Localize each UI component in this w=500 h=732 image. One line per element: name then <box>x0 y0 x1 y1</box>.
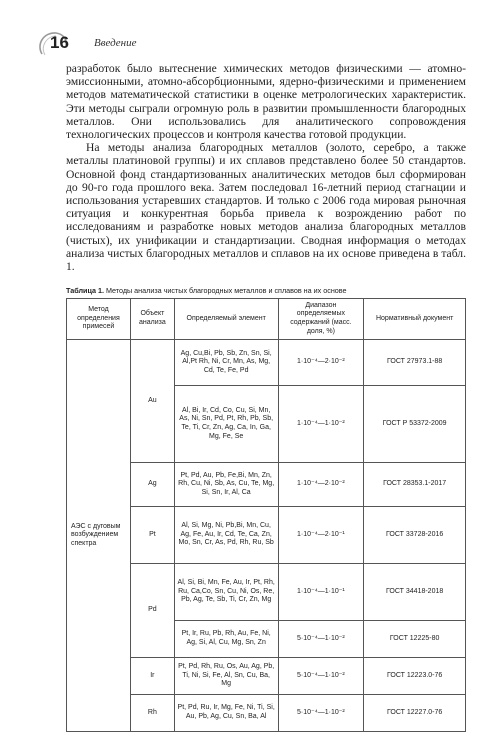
running-head: Введение <box>94 37 137 49</box>
elements-cell: Pt, Ir, Ru, Pb, Rh, Au, Fe, Ni, Ag, Si, Al, Cu, Mg, Sn, Zn <box>174 621 278 658</box>
header-method: Метод определения примесей <box>67 299 131 340</box>
table-caption-label: Таблица 1. <box>66 286 104 295</box>
page-header <box>36 30 476 56</box>
object-cell: Pd <box>130 564 174 658</box>
object-cell: Rh <box>130 695 174 732</box>
object-cell: Pt <box>130 507 174 564</box>
method-cell: АЭС с дуговым возбуждением спектра <box>67 340 131 732</box>
header-elements: Определяемый элемент <box>174 299 278 340</box>
range-cell: 1·10⁻⁴—2·10⁻² <box>278 340 364 386</box>
range-cell: 1·10⁻⁴—2·10⁻¹ <box>278 507 364 564</box>
header-range: Диапазон определяемых содержаний (масс. доля, %) <box>278 299 364 340</box>
header-object: Объект анализа <box>130 299 174 340</box>
page-number: 16 <box>50 33 69 52</box>
object-cell: Au <box>130 340 174 463</box>
document-cell: ГОСТ 33728-2016 <box>364 507 466 564</box>
range-cell: 1·10⁻⁴—2·10⁻² <box>278 463 364 507</box>
table-caption-text: Методы анализа чистых благородных металлов и сплавов на их основе <box>105 286 347 295</box>
table-header-row <box>67 299 466 340</box>
body-text <box>66 62 466 273</box>
document-cell: ГОСТ 12223.0-76 <box>364 658 466 695</box>
header-document: Нормативный документ <box>364 299 466 340</box>
document-cell: ГОСТ 34418-2018 <box>364 564 466 621</box>
elements-cell: Pt, Pd, Rh, Ru, Os, Au, Ag, Pb, Ti, Ni, Si, Fe, Al, Sn, Cu, Ba, Mg <box>174 658 278 695</box>
elements-cell: Pt, Pd, Ru, Ir, Mg, Fe, Ni, Ti, Si, Au, Pb, Ag, Cu, Sn, Ba, Al <box>174 695 278 732</box>
table-caption <box>66 286 466 295</box>
range-cell: 5·10⁻⁴—1·10⁻² <box>278 658 364 695</box>
elements-cell: Ag, Cu,Bi, Pb, Sb, Zn, Sn, Si, Al,Pt Rh, Ni, Cr, Mn, As, Mg, Cd, Te, Fe, Pd <box>174 340 278 386</box>
range-cell: 5·10⁻⁴—1·10⁻² <box>278 695 364 732</box>
paragraph: разработок было вытеснение химических методов физическими — атомно-эмиссионными, атомно-абсорбционными, ядерно-физическими и применением методов математической статистики в оценке метрологических характеристик. Эти методы сыграли огромную роль в развитии промышленности благородных металлов. Они использовались для аналитического сопровождения технологических процессов и контроля качества готовой продукции. <box>66 62 466 142</box>
table-row <box>67 340 466 386</box>
document-cell: ГОСТ 28353.1-2017 <box>364 463 466 507</box>
object-cell: Ir <box>130 658 174 695</box>
document-cell: ГОСТ 12225-80 <box>364 621 466 658</box>
document-cell: ГОСТ 12227.0-76 <box>364 695 466 732</box>
elements-cell: Al, Si, Mg, Ni, Pb,Bi, Mn, Cu, Ag, Fe, Au, Ir, Cd, Te, Ca, Zn, Mo, Sn, Cr, As, Pd, Rh, Ru, Sb <box>174 507 278 564</box>
elements-cell: Pt, Pd, Au, Pb, Fe,Bi, Mn, Zn, Rh, Cu, Ni, Sb, As, Cu, Te, Mg, Si, Sn, Ir, Al, Ca <box>174 463 278 507</box>
object-cell: Ag <box>130 463 174 507</box>
document-cell: ГОСТ 27973.1-88 <box>364 340 466 386</box>
range-cell: 1·10⁻⁴—1·10⁻¹ <box>278 564 364 621</box>
paragraph: На методы анализа благородных металлов (золото, серебро, а также металлы платиновой группы) и их сплавов представлено более 50 стандартов. Основной фонд стандартизованных аналитических методов был сформирован до 90-го года прошлого века. Затем последовал 16-летний период стагнации и использования устаревших стандартов. И только с 2006 года мировая рыночная ситуация и конкурентная борьба привела к возрождению работ по исследованиям и разработке новых методов анализа благородных металлов (чистых), их унификации и стандартизации. Сводная информация о методах анализа чистых благородных металлов и сплавов на их основе приведена в табл. 1. <box>66 141 466 274</box>
methods-table <box>66 298 466 732</box>
elements-cell: Al, Bi, Ir, Cd, Co, Cu, Si, Mn, As, Ni, Sn, Pd, Pt, Rh, Pb, Sb, Te, Ti, Cr, Zn, Ag, Ca, In, Ga, Mg, Fe, Se <box>174 386 278 463</box>
document-cell: ГОСТ Р 53372-2009 <box>364 386 466 463</box>
elements-cell: Al, Si, Bi, Mn, Fe, Au, Ir, Pt, Rh, Ru, Ca,Co, Sn, Cu, Ni, Os, Re, Pb, Ag, Te, Sb, Ti, Cr, Zn, Mg <box>174 564 278 621</box>
range-cell: 5·10⁻⁴—1·10⁻² <box>278 621 364 658</box>
range-cell: 1·10⁻⁴—1·10⁻² <box>278 386 364 463</box>
